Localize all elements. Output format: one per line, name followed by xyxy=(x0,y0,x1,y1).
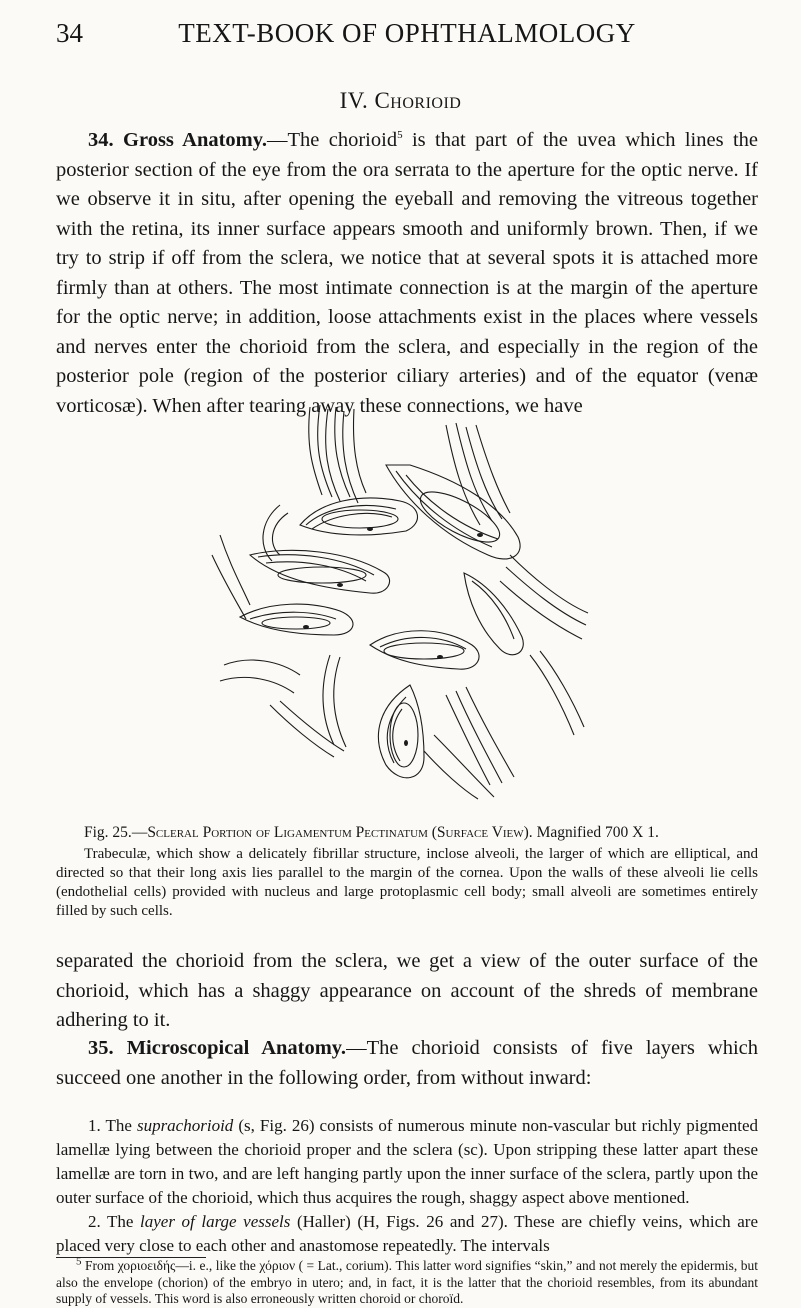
section-heading xyxy=(0,88,801,114)
running-header xyxy=(56,18,758,50)
figure-caption-text: Trabeculæ, which show a delicately fibrillar structure, inclose alveoli, the larger of which are elliptical, and directed so that their long axis lies parallel to the margin of the cornea. Upon the walls of these alveoli lie cells (endothelial cells) provided with nucleus and large protoplasmic cell body; small alveoli are sometimes entirely filled by such cells. xyxy=(56,846,758,919)
para-heading: Microscopical Anatomy. xyxy=(126,1037,347,1059)
figure-magnification: Magnified 700 X 1. xyxy=(536,824,659,841)
paragraph-gross-anatomy xyxy=(56,126,758,421)
footnote-mark: 5 xyxy=(76,1255,82,1268)
item-text: (Haller) (H, Figs. 26 and 27). These are chiefly veins, which are placed very close to each other and anastomose repeatedly. The intervals xyxy=(56,1212,758,1255)
item-text: (s, Fig. 26) consists of numerous minute non-vascular but richly pigmented lamellæ lying between the chorioid proper and the sclera (sc). Upon stripping these latter apart these lamellæ are torn in two, and are left hanging partly upon the inner surface of the sclera, partly upon the outer surface of the chorioid, which thus acquires the rough, shaggy aspect above mentioned. xyxy=(56,1116,759,1207)
footnote-text: From χοριοειδής—i. e., like the χόριον ( = Lat., corium). This latter word signifies “skin,” and not merely the epidermis, but also the envelope (chorion) of the embryo in utero; and, in fact, it is the latter that the chorioid resembles, from its abundant supply of vessels. This word is also erroneously written choroid or choroïd. xyxy=(56,1258,758,1306)
para-text: —The chorioid xyxy=(267,129,398,151)
footnote-reference[interactable]: 5 xyxy=(397,129,403,142)
item-number: 2. xyxy=(88,1212,101,1231)
para-number: 35. xyxy=(88,1037,114,1059)
figure-caption-heading xyxy=(56,823,758,842)
section-numeral: IV. xyxy=(339,88,369,113)
paragraph-gross-anatomy-continued: separated the chorioid from the sclera, we get a view of the outer surface of the chorioid, which has a shaggy appearance on account of the shreds of membrane adhering to it. xyxy=(56,950,758,1031)
item-term: suprachorioid xyxy=(136,1116,234,1135)
para-text: is that part of the uvea which lines the posterior section of the eye from the ora serrata to the aperture for the optic nerve. If we observe it in situ, after opening the eyeball and removing the vitreous together with the retina, its inner surface appears smooth and uniformly brown. Then, if we try to strip if off from the sclera, we notice that at several spots it is attached more firmly than at others. The most intimate connection is at the margin of the aperture for the optic nerve; in addition, loose attachments exist in the places where vessels and nerves enter the chorioid from the sclera, and especially in the region of the posterior pole (region of the posterior ciliary arteries) and of the equator (venæ vorticosæ). When after tearing away these connections, we have xyxy=(56,129,758,417)
page-number: 34 xyxy=(56,18,83,48)
running-title: TEXT-BOOK OF OPHTHALMOLOGY xyxy=(178,18,636,48)
figure-label: Fig. 25. xyxy=(84,824,132,841)
figure-title: —Scleral Portion of Ligamentum Pectinatum (Surface View). xyxy=(131,824,533,841)
item-term: layer of large vessels xyxy=(140,1212,291,1231)
para-heading: Gross Anatomy. xyxy=(123,129,267,151)
layer-item-large-vessels: 2. The layer of large vessels (Haller) (H, Figs. 26 and 27). These are chiefly veins, which are placed very close to each other and anastomose repeatedly. The intervals xyxy=(56,1212,758,1255)
para-number: 34. xyxy=(88,129,114,151)
section-title: Chorioid xyxy=(374,88,462,113)
item-number: 1. xyxy=(88,1116,101,1135)
para-text: —The chorioid consists of five layers which succeed one another in the following order, from without inward: xyxy=(56,1037,759,1089)
figure-caption xyxy=(56,823,758,921)
footnote xyxy=(56,1255,758,1308)
layer-item-suprachorioid: 1. The suprachorioid (s, Fig. 26) consists of numerous minute non-vascular but richly pigmented lamellæ lying between the chorioid proper and the sclera (sc). Upon stripping these latter apart these lamellæ are torn in two, and are left hanging partly upon the inner surface of the sclera, partly upon the outer surface of the chorioid, which thus acquires the rough, shaggy aspect above mentioned. xyxy=(56,1116,759,1207)
ligamentum-pectinatum-figure xyxy=(210,405,590,800)
paragraph-microscopical-anatomy xyxy=(56,1034,758,1093)
